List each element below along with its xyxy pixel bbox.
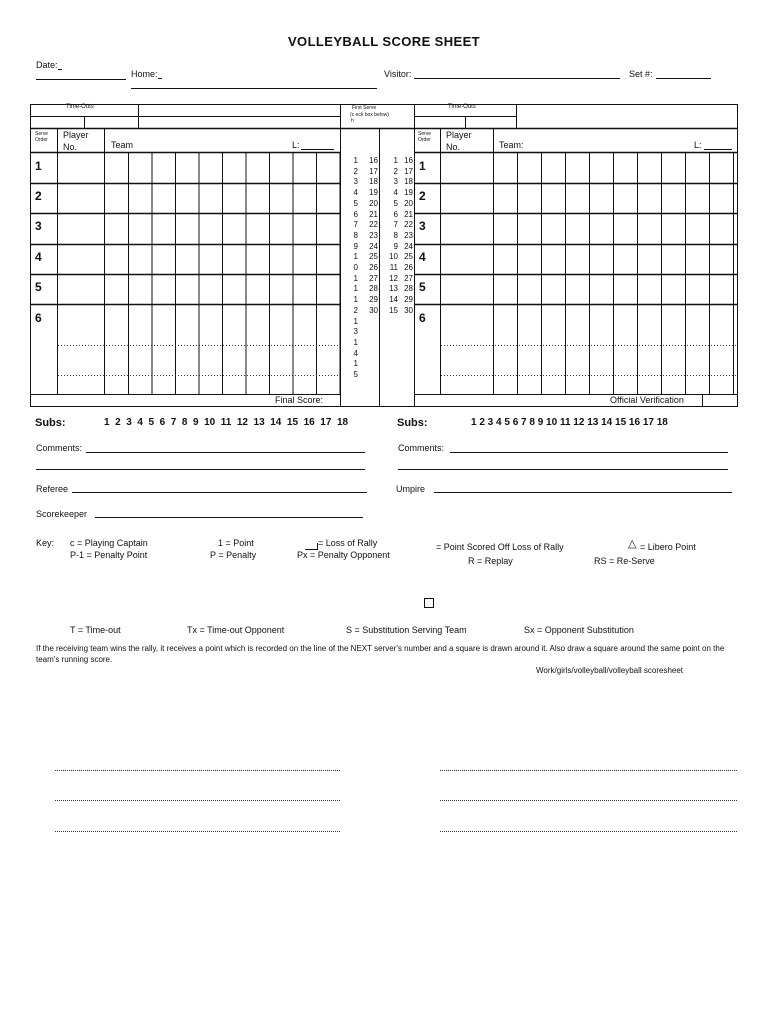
running-score-cell[interactable]: 1 — [353, 273, 358, 283]
serve-order-3-left: 3 — [35, 219, 42, 233]
loss-of-rally-icon — [305, 543, 318, 550]
running-score-right-b — [399, 156, 413, 317]
key-timeout: T = Time-out — [70, 625, 121, 635]
subs-numbers-left: 1 2 3 4 5 6 7 8 9 10 11 12 13 14 15 16 17 18 — [104, 417, 349, 428]
serve-order-5-left: 5 — [35, 280, 42, 294]
comments-label-right: Comments: — [398, 443, 445, 453]
running-score-cell[interactable]: 19 — [369, 188, 378, 198]
key-penalty: P = Penalty — [210, 550, 257, 560]
libero-label-left: L: — [292, 140, 300, 150]
final-score-label: Final Score: — [275, 395, 324, 405]
running-score-cell[interactable]: 9 — [353, 241, 358, 251]
running-score-cell[interactable]: 7 — [393, 220, 398, 230]
running-score-cell[interactable]: 26 — [404, 263, 413, 273]
key-point-scored-off: = Point Scored Off Loss of Rally — [436, 542, 564, 552]
running-score-cell[interactable]: 2 — [353, 305, 358, 315]
running-score-cell[interactable]: 29 — [369, 295, 378, 305]
running-score-cell[interactable]: 2 — [393, 166, 398, 176]
running-score-cell[interactable]: 1 — [353, 316, 358, 326]
running-score-cell[interactable]: 1 — [353, 337, 358, 347]
running-score-cell[interactable]: 25 — [404, 252, 413, 262]
running-score-cell[interactable]: 13 — [389, 284, 398, 294]
no-label-right: No. — [446, 142, 461, 152]
dotted-line-right-1[interactable] — [440, 770, 737, 771]
serve-order-3-right: 3 — [419, 219, 426, 233]
serve-order-6-left: 6 — [35, 311, 42, 325]
running-score-cell[interactable]: 1 — [353, 252, 358, 262]
key-captain: c = Playing Captain — [70, 538, 148, 548]
running-score-cell[interactable]: 0 — [353, 263, 358, 273]
running-score-cell[interactable]: 1 — [353, 359, 358, 369]
umpire-label: Umpire — [396, 484, 426, 494]
key-timeout-opponent: Tx = Time-out Opponent — [187, 625, 285, 635]
dotted-line-left-1[interactable] — [55, 770, 340, 771]
running-score-cell[interactable]: 17 — [369, 166, 378, 176]
running-score-cell[interactable]: 18 — [369, 177, 378, 187]
serve-order-6-right: 6 — [419, 311, 426, 325]
referee-field[interactable] — [72, 492, 367, 493]
comments-field-right[interactable] — [450, 452, 728, 453]
serve-order-1-left: 1 — [35, 159, 42, 173]
scorekeeper-field[interactable] — [95, 517, 363, 518]
running-score-cell[interactable]: 3 — [353, 327, 358, 337]
running-score-cell[interactable]: 4 — [393, 188, 398, 198]
running-score-cell[interactable]: 1 — [393, 156, 398, 165]
running-score-cell[interactable]: 3 — [353, 177, 358, 187]
libero-field-left[interactable] — [301, 149, 334, 150]
file-path-label: Work/girls/volleyball/volleyball scoresheet — [536, 666, 684, 675]
triangle-icon: △ — [628, 538, 637, 550]
subs-numbers-right: 1 2 3 4 5 6 7 8 9 10 11 12 13 14 15 16 17 18 — [471, 417, 668, 428]
running-score-cell[interactable]: 8 — [393, 230, 398, 240]
running-score-cell[interactable]: 30 — [404, 305, 413, 315]
running-score-cell[interactable]: 4 — [353, 348, 358, 358]
running-score-cell[interactable]: 17 — [404, 166, 413, 176]
running-score-cell[interactable]: 7 — [353, 220, 358, 230]
running-score-cell[interactable]: 9 — [393, 241, 398, 251]
first-serve-label-2: (c eck box below) — [350, 112, 389, 118]
serve-order-4-right: 4 — [419, 250, 426, 264]
running-score-cell[interactable]: 10 — [389, 252, 398, 262]
running-score-cell[interactable]: 6 — [353, 209, 358, 219]
serve-order-2-right: 2 — [419, 189, 426, 203]
key-loss-rally: = Loss of Rally — [318, 538, 378, 548]
serve-order-label-left: Serve Order — [35, 131, 49, 143]
running-score-left-a — [348, 156, 358, 381]
running-score-cell[interactable]: 8 — [353, 230, 358, 240]
running-score-cell[interactable]: 30 — [369, 305, 378, 315]
home-label: Home: — [131, 69, 158, 79]
running-score-cell[interactable]: 1 — [353, 284, 358, 294]
dotted-line-right-3[interactable] — [440, 831, 737, 832]
libero-field-right[interactable] — [704, 149, 732, 150]
running-score-cell[interactable]: 24 — [404, 241, 413, 251]
page-title: VOLLEYBALL SCORE SHEET — [287, 34, 481, 49]
running-score-cell[interactable]: 4 — [353, 188, 358, 198]
serve-order-1-right: 1 — [419, 159, 426, 173]
instructions-note: If the receiving team wins the rally, it receives a point which is recorded on the line of the NEXT server's number and a square is drawn around it. Also draw a square around the same point on the team's running score. — [36, 644, 725, 664]
first-serve-label-1: First Serve — [352, 105, 377, 111]
key-penalty-point: P-1 = Penalty Point — [70, 550, 148, 560]
set-label: Set #: — [629, 69, 653, 79]
player-label-right: Player — [446, 130, 472, 140]
running-score-cell[interactable]: 20 — [404, 198, 413, 208]
key-label: Key: — [36, 538, 55, 548]
team-label-left: Team — [111, 140, 134, 150]
running-score-cell[interactable]: 27 — [404, 273, 413, 283]
timeouts-label-right: Time-Outs — [448, 104, 476, 110]
running-score-cell[interactable]: 14 — [389, 295, 398, 305]
no-label-left: No. — [63, 142, 78, 152]
comments-line-left[interactable] — [36, 469, 365, 470]
running-score-cell[interactable]: 21 — [404, 209, 413, 219]
running-score-cell[interactable]: 29 — [404, 295, 413, 305]
running-score-cell[interactable]: 5 — [353, 198, 358, 208]
running-score-cell[interactable]: 23 — [369, 230, 378, 240]
running-score-cell[interactable]: 25 — [369, 252, 378, 262]
running-score-cell[interactable]: 21 — [369, 209, 378, 219]
running-score-cell[interactable]: 16 — [369, 156, 378, 165]
key-libero: = Libero Point — [640, 542, 696, 552]
team-label-right: Team: — [499, 140, 524, 150]
running-score-cell[interactable]: 23 — [404, 230, 413, 240]
running-score-cell[interactable]: 20 — [369, 198, 378, 208]
player-label-left: Player — [63, 130, 89, 140]
dotted-line-left-2[interactable] — [55, 800, 340, 801]
running-score-cell[interactable]: 18 — [404, 177, 413, 187]
running-score-cell[interactable]: 27 — [369, 273, 378, 283]
key-replay: R = Replay — [468, 556, 513, 566]
running-score-cell[interactable]: 1 — [353, 295, 358, 305]
running-score-right-a — [384, 156, 398, 317]
dotted-line-right-2[interactable] — [440, 800, 737, 801]
key-reserve: RS = Re-Serve — [594, 556, 655, 566]
serve-order-5-right: 5 — [419, 280, 426, 294]
key-opponent-substitution: Sx = Opponent Substitution — [524, 625, 634, 635]
umpire-field[interactable] — [434, 492, 732, 493]
square-icon — [424, 598, 434, 608]
date-label: Date: — [36, 60, 58, 70]
dotted-line-left-3[interactable] — [55, 831, 340, 832]
running-score-left-b — [364, 156, 378, 317]
serve-order-label-right: Serve Order — [418, 131, 432, 143]
running-score-cell[interactable]: 1 — [353, 156, 358, 165]
libero-label-right: L: — [694, 140, 702, 150]
running-score-cell[interactable]: 5 — [353, 370, 358, 380]
running-score-cell[interactable]: 6 — [393, 209, 398, 219]
running-score-cell[interactable]: 28 — [404, 284, 413, 294]
running-score-cell[interactable]: 15 — [389, 305, 398, 315]
running-score-cell[interactable]: 22 — [369, 220, 378, 230]
running-score-cell[interactable]: 24 — [369, 241, 378, 251]
running-score-cell[interactable]: 12 — [389, 273, 398, 283]
running-score-cell[interactable]: 2 — [353, 166, 358, 176]
subs-label-left: Subs: — [35, 417, 66, 429]
subs-label-right: Subs: — [397, 417, 428, 429]
official-verification-label: Official Verification — [610, 395, 684, 405]
scorekeeper-label: Scorekeeper — [36, 509, 88, 519]
referee-label: Referee — [36, 484, 69, 494]
running-score-cell[interactable]: 26 — [369, 263, 378, 273]
visitor-label: Visitor: — [384, 69, 412, 79]
running-score-cell[interactable]: 3 — [393, 177, 398, 187]
key-substitution: S = Substitution Serving Team — [346, 625, 467, 635]
timeouts-label-left: Time-Outs — [66, 104, 94, 110]
serve-order-4-left: 4 — [35, 250, 42, 264]
running-score-cell[interactable]: 5 — [393, 198, 398, 208]
running-score-cell[interactable]: 11 — [389, 263, 398, 273]
first-serve-label-3: h — [351, 118, 354, 124]
comments-field-left[interactable] — [86, 452, 365, 453]
serve-order-2-left: 2 — [35, 189, 42, 203]
comments-line-right[interactable] — [398, 469, 728, 470]
running-score-cell[interactable]: 22 — [404, 220, 413, 230]
running-score-cell[interactable]: 16 — [404, 156, 413, 165]
running-score-cell[interactable]: 19 — [404, 188, 413, 198]
key-penalty-opponent: Px = Penalty Opponent — [297, 550, 390, 560]
running-score-cell[interactable]: 28 — [369, 284, 378, 294]
key-point: 1 = Point — [218, 538, 254, 548]
comments-label-left: Comments: — [36, 443, 83, 453]
